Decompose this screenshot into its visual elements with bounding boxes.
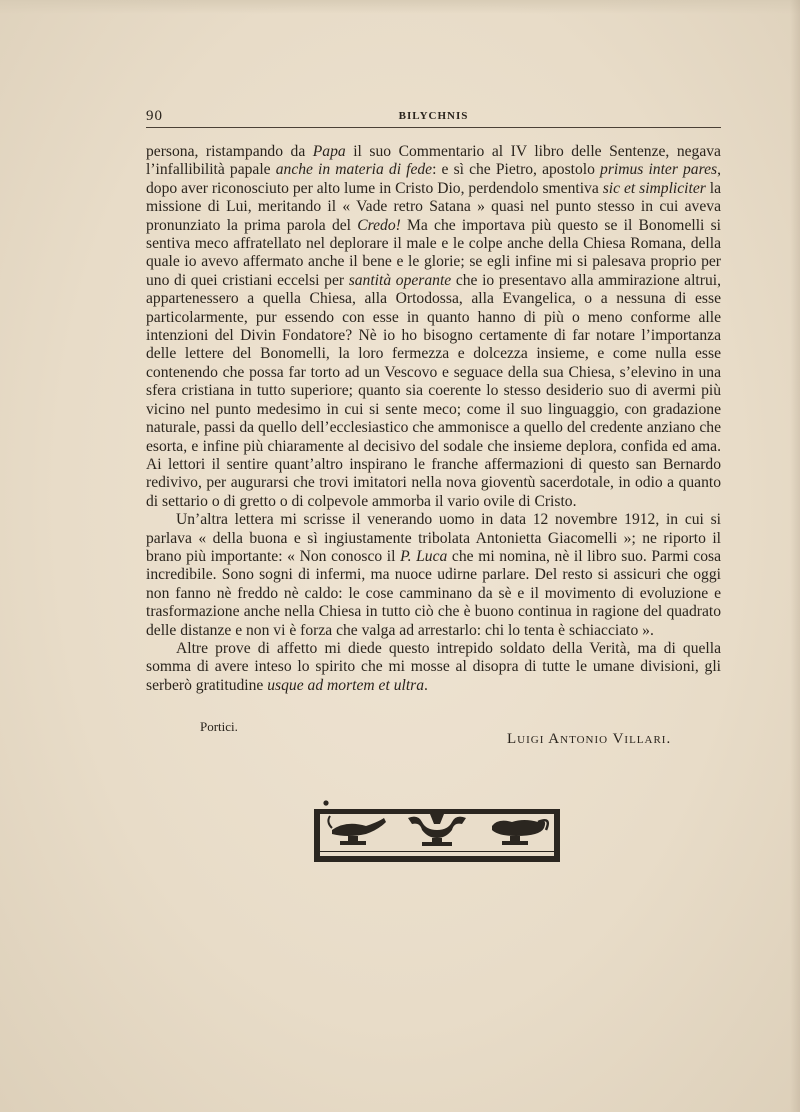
body-text [146, 143, 721, 695]
running-header [146, 108, 721, 128]
page-number: 90 [146, 108, 163, 124]
lamp-vignette-ornament [312, 800, 562, 864]
text-run: persona, ristampando da [146, 143, 313, 160]
paragraph [146, 143, 721, 511]
author-signature: Luigi Antonio Villari. [507, 731, 672, 747]
text-run: che io presentavo alla ammirazione altrui, appartenessero a quella Chiesa, alla Ortodossa, alla Evangelica, o a nessuna di esse particolarmente, pur essendo con esse in quanto hanno di più o meno conforme alle intenzioni del Divin Fondatore? Nè io ho bisogno certamente di far notare l’importanza delle lettere del Bonomelli, la loro fermezza e dolcezza insieme, e come nulla esse contenendo che possa far torto ad un Vescovo e seguace della sua Chiesa, s’elevino in una sfera cristiana in tutto superiore; quanto sia coerente lo stesso desiderio suo di avermi più vicino nel punto medesimo in cui si sente meco; come il suo linguaggio, con gradazione naturale, passi da quello dell’ecclesiastico che ammonisce a quello del credente anziano che esorta, e infine più chiaramente al decisivo del sodale che insieme deplora, confida ed ama. Ai lettori il sentire quant’altro inspirano le franche affermazioni di questo san Bernardo redivivo, per augurarsi che trovi imitatori nella nova gioventù sacerdotale, in odio a quanto di settario o di gretto o di colpevole ammorba il vario ovile di Cristo. [146, 271, 721, 510]
italic-phrase: anche in materia di fede [275, 161, 433, 179]
place-line: Portici. [200, 719, 238, 734]
paragraph [146, 640, 721, 695]
text-run: . [424, 676, 428, 694]
ink-speck [323, 800, 328, 805]
text-run: il suo Commentario al IV libro delle Sentenze, negava l’infallibilità papale [146, 143, 721, 179]
running-title: BILYCHNIS [398, 110, 469, 122]
paragraph [146, 511, 721, 640]
page-right-edge [790, 0, 800, 1112]
italic-phrase: sic et simpliciter [602, 179, 706, 197]
text-run: Ma che importava più questo se il Bonomelli si sentiva meco affratellato nel deplorare il male e le colpe anche della Chiesa Romana, della quale io avevo affermato anche il bene e le glorie; se egli infine mi si palesava proprio per uno di quei cristiani eccelsi per [146, 216, 721, 289]
text-run: , dopo aver riconosciuto per alto lume in Cristo Dio, perdendolo smentiva [146, 161, 721, 197]
page-top-edge [0, 0, 800, 14]
header-rule [146, 127, 721, 128]
italic-phrase: usque ad mortem et ultra [267, 676, 425, 694]
text-run: che mi nomina, nè il libro suo. Parmi cosa incredibile. Sono sogni di infermi, ma nuoce udirne parlare. Del resto si assicuri che oggi non fanno nè freddo nè caldo: le cose camminano da sè e il movimento di evoluzione e trasformazione anche nella Chiesa in tutto ciò che è buono continua in ragione del quadrato delle distanze e non vi è forza che valga ad arrestarlo: chi lo tenta è schiacciato ». [146, 547, 722, 639]
italic-phrase: santità operante [348, 271, 452, 289]
vignette-base-line [320, 852, 554, 856]
italic-phrase: Credo! [357, 216, 401, 234]
italic-phrase: Papa [312, 143, 346, 160]
italic-phrase: primus inter pares [600, 161, 718, 179]
text-run: : e sì che Pietro, apostolo [432, 161, 601, 179]
text-run: Un’altra lettera mi scrisse il venerando uomo in data 12 novembre 1912, in cui si parlava « della buona e sì ingiustamente tribolata Antonietta Giacomelli »; ne riporto il brano più importante: « Non conosco il [146, 511, 721, 565]
text-run: Altre prove di affetto mi diede questo intrepido soldato della Verità, ma di quella somma di avere inteso lo spirito che mi mosse al disopra di tutte le umane divisioni, gli serberò gratitudine [146, 639, 721, 694]
italic-phrase: P. Luca [400, 547, 448, 565]
text-run: la missione di Lui, meritando il « Vade retro Satana » quasi nel punto stesso in cui aveva pronunziato la prima parola del [146, 179, 722, 234]
